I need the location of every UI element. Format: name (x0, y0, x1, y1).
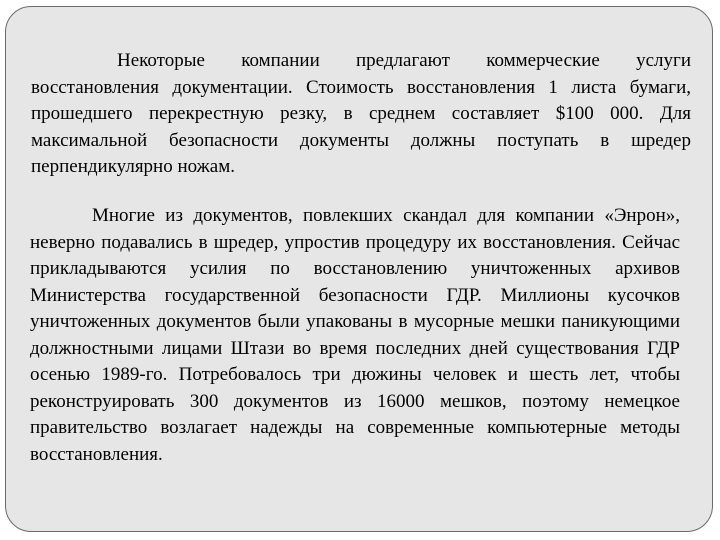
paragraph-document-recovery-services: Некоторые компании предлагают коммерческие услуги восстановления документации. Стоимость восстановления 1 листа бумаги, прошедшего перекрестную резку, в среднем составляет $100 000. Для максимальной безопасности документы должны поступать в шредер перпендикулярно ножам. (31, 50, 691, 177)
slide-panel (5, 6, 713, 532)
paragraph-enron-stasi-archives: Многие из документов, повлекших скандал для компании «Энрон», неверно подавались в шредер, упростив процедуру их восстановления. Сейчас прикладываются усилия по восстановлению уничтоженных архивов Министерства государственной безопасности ГДР. Миллионы кусочков уничтоженных документов были упакованы в мусорные мешки паникующими должностными лицами Штази во время последних дней существования ГДР осенью 1989-го. Потребовалось три дюжины человек и шесть лет, чтобы реконструировать 300 документов из 16000 мешков, поэтому немецкое правительство возлагает надежды на современные компьютерные методы восстановления. (30, 205, 680, 465)
